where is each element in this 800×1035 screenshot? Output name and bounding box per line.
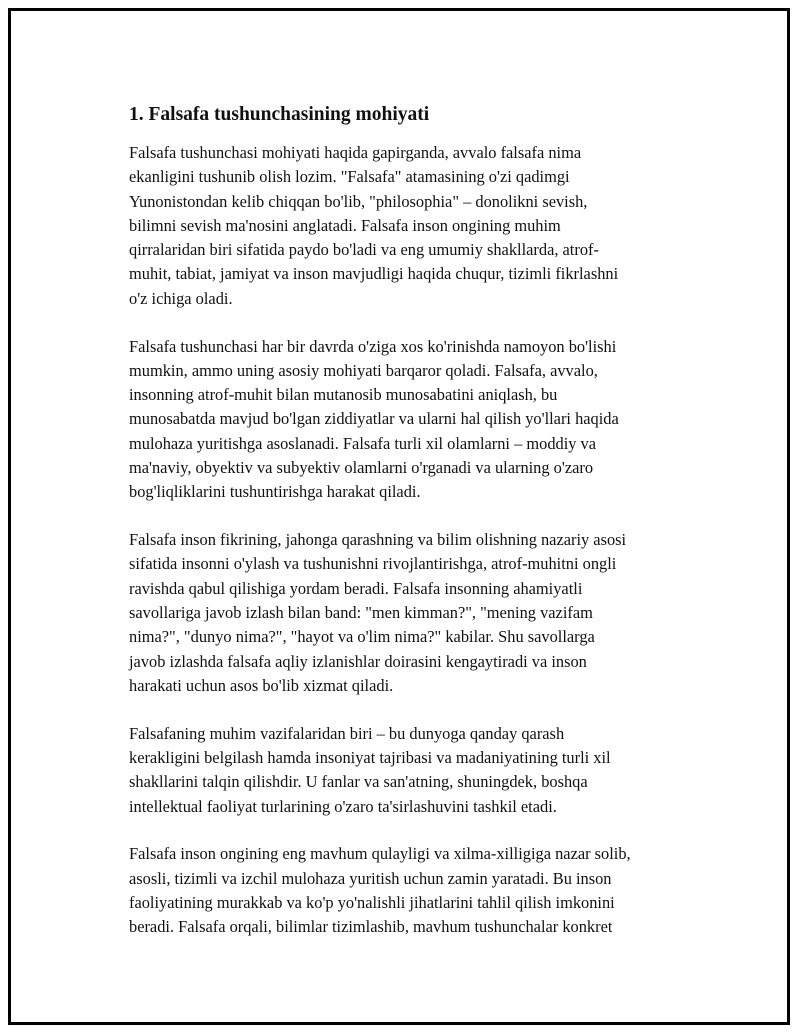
text-line: ekanligini tushunib olish lozim. "Falsafa" atamasining o'zi qadimgi: [129, 167, 570, 187]
document-title: 1. Falsafa tushunchasining mohiyati: [129, 104, 430, 125]
text-line: faoliyatining murakkab va ko'p yo'nalishli jihatlarini tahlil qilish imkonini: [129, 893, 615, 913]
text-line: Falsafaning muhim vazifalaridan biri – bu dunyoga qanday qarash: [129, 723, 565, 743]
text-line: javob izlashda falsafa aqliy izlanishlar doirasini kengaytiradi va inson: [129, 651, 587, 671]
paragraph-4: [129, 722, 709, 819]
text-line: asosli, tizimli va izchil mulohaza yuritish uchun zamin yaratadi. Bu inson: [129, 868, 612, 888]
text-line: qirralaridan biri sifatida paydo bo'ladi va eng umumiy shakllarda, atrof-: [129, 240, 599, 260]
text-line: harakati uchun asos bo'lib xizmat qiladi.: [129, 675, 394, 695]
text-line: ma'naviy, obyektiv va subyektiv olamlarni o'rganadi va ularning o'zaro: [129, 458, 594, 478]
paragraph-3: [129, 528, 709, 698]
text-line: sifatida insonni o'ylash va tushunishni rivojlantirishga, atrof-muhitni ongli: [129, 554, 617, 574]
text-line: beradi. Falsafa orqali, bilimlar tizimlashib, mavhum tushunchalar konkret: [129, 917, 613, 937]
paragraph-1: [129, 141, 709, 311]
text-line: savollariga javob izlash bilan band: "men kimman?", "mening vazifam: [129, 603, 593, 623]
text-line: munosabatda mavjud bo'lgan ziddiyatlar va ularni hal qilish yo'llari haqida: [129, 409, 619, 429]
text-line: kerakligini belgilash hamda insoniyat tajribasi va madaniyatining turli xil: [129, 748, 611, 768]
text-line: shakllarini talqin qilishdir. U fanlar va san'atning, shuningdek, boshqa: [129, 772, 588, 792]
text-line: Falsafa inson fikrining, jahonga qarashning va bilim olishning nazariy asosi: [129, 530, 627, 550]
text-line: mumkin, ammo uning asosiy mohiyati barqaror qoladi. Falsafa, avvalo,: [129, 360, 598, 380]
text-line: intellektual faoliyat turlarining o'zaro ta'sirlashuvini tashkil etadi.: [129, 796, 557, 816]
text-line: bilimni sevish ma'nosini anglatadi. Falsafa inson ongining muhim: [129, 215, 561, 235]
text-line: ravishda qabul qilishiga yordam beradi. Falsafa insonning ahamiyatli: [129, 578, 583, 598]
text-line: Falsafa tushunchasi har bir davrda o'ziga xos ko'rinishda namoyon bo'lishi: [129, 336, 617, 356]
text-line: insonning atrof-muhit bilan mutanosib munosabatini aniqlash, bu: [129, 385, 558, 405]
text-line: Yunonistondan kelib chiqqan bo'lib, "philosophia" – donolikni sevish,: [129, 191, 588, 211]
text-line: nima?", "dunyo nima?", "hayot va o'lim nima?" kabilar. Shu savollarga: [129, 627, 595, 647]
text-line: mulohaza yuritishga asoslanadi. Falsafa turli xil olamlarni – moddiy va: [129, 433, 597, 453]
text-line: muhit, tabiat, jamiyat va inson mavjudligi haqida chuqur, tizimli fikrlashni: [129, 264, 619, 284]
text-line: Falsafa tushunchasi mohiyati haqida gapirganda, avvalo falsafa nima: [129, 143, 582, 162]
text-line: Falsafa inson ongining eng mavhum qulayligi va xilma-xilligiga nazar solib,: [129, 844, 631, 864]
text-line: o'z ichiga oladi.: [129, 288, 233, 308]
paragraph-2: [129, 335, 709, 505]
page-frame: [8, 8, 790, 1025]
paragraph-5: [129, 842, 709, 939]
text-line: bog'liqliklarini tushuntirishga harakat qiladi.: [129, 482, 421, 502]
document-body: [129, 101, 709, 963]
